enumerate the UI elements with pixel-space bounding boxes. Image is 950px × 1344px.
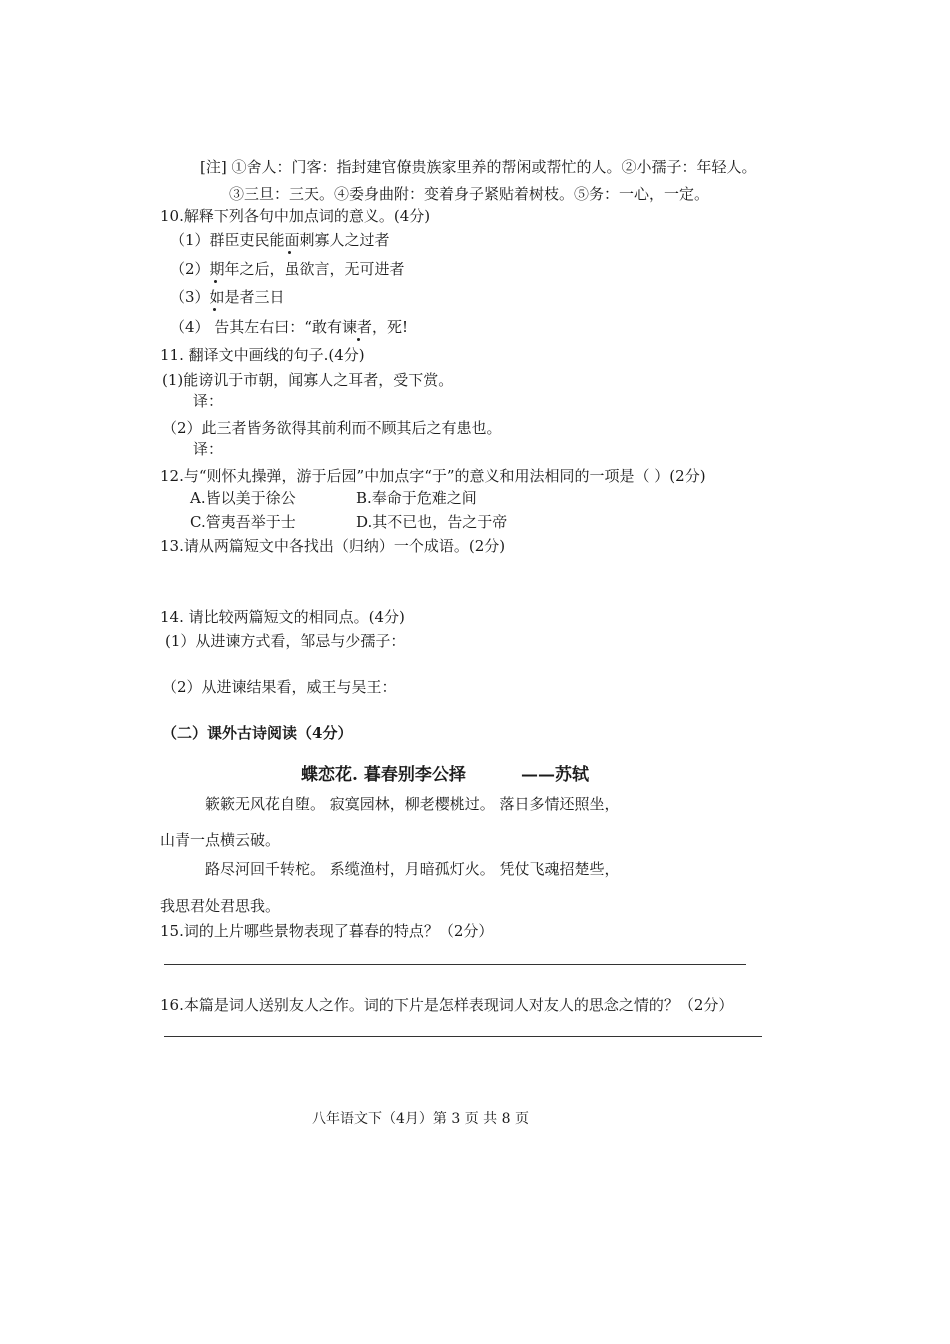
poem-line-1: 簌簌无风花自堕。 寂寞园林，柳老樱桃过。 落日多情还照坐， (205, 795, 620, 813)
question-10-stem: 10.解释下列各句中加点词的意义。(4分) (160, 207, 431, 225)
question-10-item-4: （4） 告其左右曰：“敢有谏者，死! (170, 318, 409, 336)
question-10-item-2: （2）期年之后，虽欲言，无可进者 (170, 260, 405, 278)
question-12-option-d: D.其不已也，告之于帝 (356, 513, 508, 531)
poem-line-3: 路尽河回千转柁。 系缆渔村，月暗孤灯火。 凭仗飞魂招楚些， (205, 860, 620, 878)
note-line-2: ③三旦：三天。④委身曲附：变着身子紧贴着树枝。⑤务：一心，一定。 (229, 185, 710, 203)
question-11-stem: 11. 翻译文中画线的句子.(4分) (160, 346, 365, 364)
question-14-stem: 14. 请比较两篇短文的相同点。(4分) (160, 608, 405, 626)
poem-line-4: 我思君处君思我。 (160, 897, 281, 915)
question-11-sentence-1: (1)能谤讥于市朝，闻寡人之耳者，受下赏。 (162, 371, 454, 389)
emphasis-dot (214, 280, 217, 283)
question-11-sentence-2: （2）此三者皆务欲得其前利而不顾其后之有患也。 (162, 419, 502, 437)
question-14-part-2: （2）从进谏结果看，威王与吴王： (162, 678, 397, 696)
question-12-option-b: B.奉命于危难之间 (356, 489, 477, 507)
question-10-item-3: （3）如是者三日 (170, 288, 285, 306)
question-15-stem: 15.词的上片哪些景物表现了暮春的特点？（2分） (160, 922, 494, 940)
poem-title: 蝶恋花. 暮春别李公择 (301, 765, 466, 785)
emphasis-dot (288, 251, 291, 254)
poem-line-2: 山青一点横云破。 (160, 831, 281, 849)
question-14-part-1: (1）从进谏方式看，邹忌与少孺子： (165, 632, 406, 650)
emphasis-dot (213, 308, 216, 311)
answer-line (164, 964, 746, 965)
answer-line (164, 1036, 762, 1037)
question-12-option-c: C.管夷吾举于士 (190, 513, 296, 531)
question-10-item-1: （1）群臣吏民能面刺寡人之过者 (170, 231, 390, 249)
poem-author: ——苏轼 (521, 765, 589, 785)
question-13-stem: 13.请从两篇短文中各找出（归纳）一个成语。(2分) (160, 537, 506, 555)
question-11-answer-label-1: 译： (193, 392, 224, 410)
note-line-1: [注] ①舍人：门客：指封建官僚贵族家里养的帮闲或帮忙的人。②小孺子：年轻人。 (200, 158, 757, 176)
question-12-stem: 12.与“则怀丸操弹，游于后园”中加点字“于”的意义和用法相同的一项是（ ）(2分) (160, 467, 706, 485)
question-11-answer-label-2: 译： (193, 440, 224, 458)
emphasis-dot (357, 338, 360, 341)
question-16-stem: 16.本篇是词人送别友人之作。词的下片是怎样表现词人对友人的思念之情的？（2分） (160, 996, 734, 1014)
question-12-option-a: A.皆以美于徐公 (190, 489, 296, 507)
page-footer: 八年语文下（4月）第 3 页 共 8 页 (312, 1111, 529, 1127)
section-heading: （二）课外古诗阅读（4分） (162, 724, 353, 742)
